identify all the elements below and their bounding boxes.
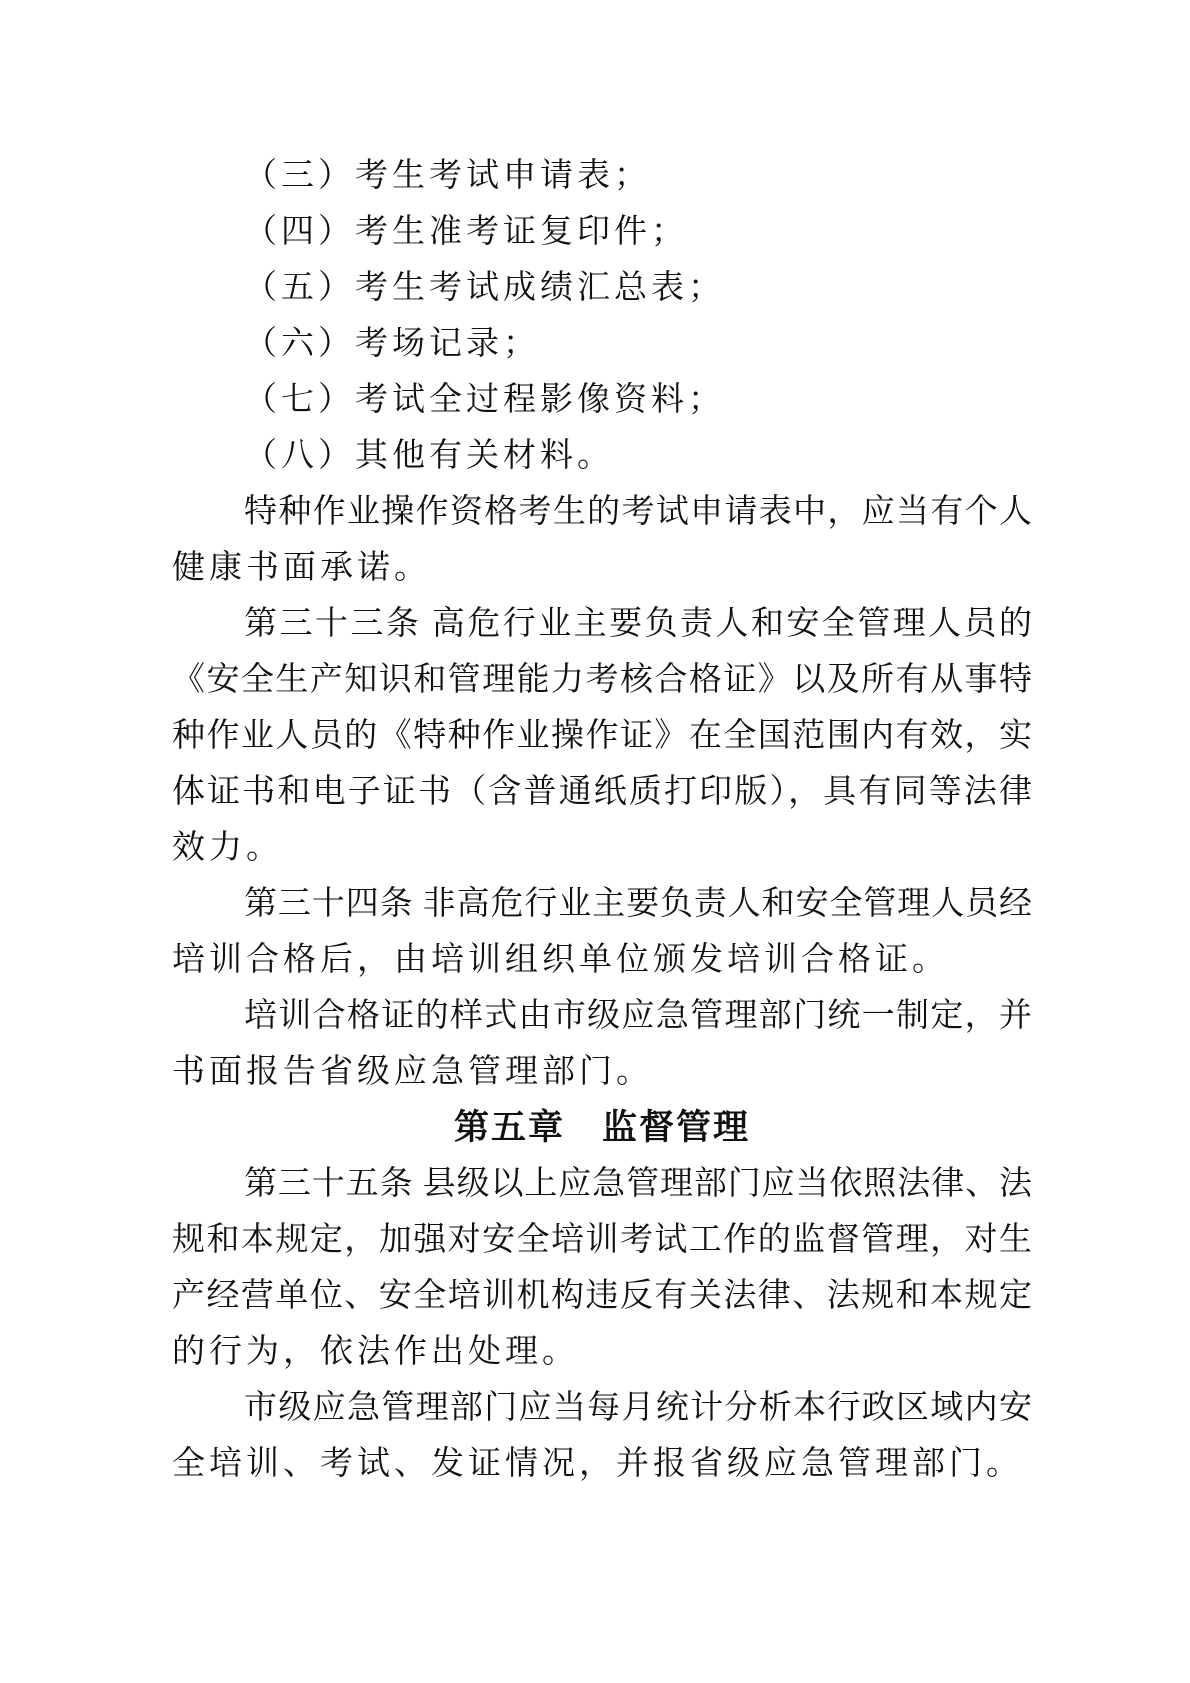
text-line: 体证书和电子证书（含普通纸质打印版），具有同等法律	[172, 774, 1032, 810]
text-line: 的行为，依法作出处理。	[172, 1334, 579, 1370]
text-line: 全培训、考试、发证情况，并报省级应急管理部门。	[172, 1446, 1023, 1482]
text-line: （四）考生准考证复印件；	[244, 214, 688, 250]
text-line: 规和本规定，加强对安全培训考试工作的监督管理，对生	[172, 1222, 1032, 1258]
text-line: 第三十三条 高危行业主要负责人和安全管理人员的	[244, 606, 1032, 642]
text-line: （五）考生考试成绩汇总表；	[244, 270, 725, 306]
text-line: （七）考试全过程影像资料；	[244, 382, 725, 418]
chapter-heading: 第五章 监督管理	[453, 1108, 750, 1147]
text-line: 书面报告省级应急管理部门。	[172, 1054, 653, 1090]
text-line: 特种作业操作资格考生的考试申请表中，应当有个人	[244, 494, 1032, 530]
text-line: 市级应急管理部门应当每月统计分析本行政区域内安	[244, 1390, 1032, 1426]
text-block	[172, 148, 1032, 1492]
text-line: 健康书面承诺。	[172, 550, 431, 586]
text-line: 种作业人员的《特种作业操作证》在全国范围内有效，实	[172, 718, 1032, 754]
text-line: （八）其他有关材料。	[244, 438, 614, 474]
text-line: （六）考场记录；	[244, 326, 540, 362]
text-line: 第三十四条 非高危行业主要负责人和安全管理人员经	[244, 886, 1032, 922]
text-line: 《安全生产知识和管理能力考核合格证》以及所有从事特	[172, 662, 1032, 698]
text-line: 产经营单位、安全培训机构违反有关法律、法规和本规定	[172, 1278, 1032, 1314]
text-line: 培训合格后，由培训组织单位颁发培训合格证。	[172, 942, 949, 978]
text-line: 效力。	[172, 830, 283, 866]
text-line: 第三十五条 县级以上应急管理部门应当依照法律、法	[244, 1166, 1032, 1202]
text-line: （三）考生考试申请表；	[244, 158, 651, 194]
text-line: 培训合格证的样式由市级应急管理部门统一制定，并	[244, 998, 1032, 1034]
